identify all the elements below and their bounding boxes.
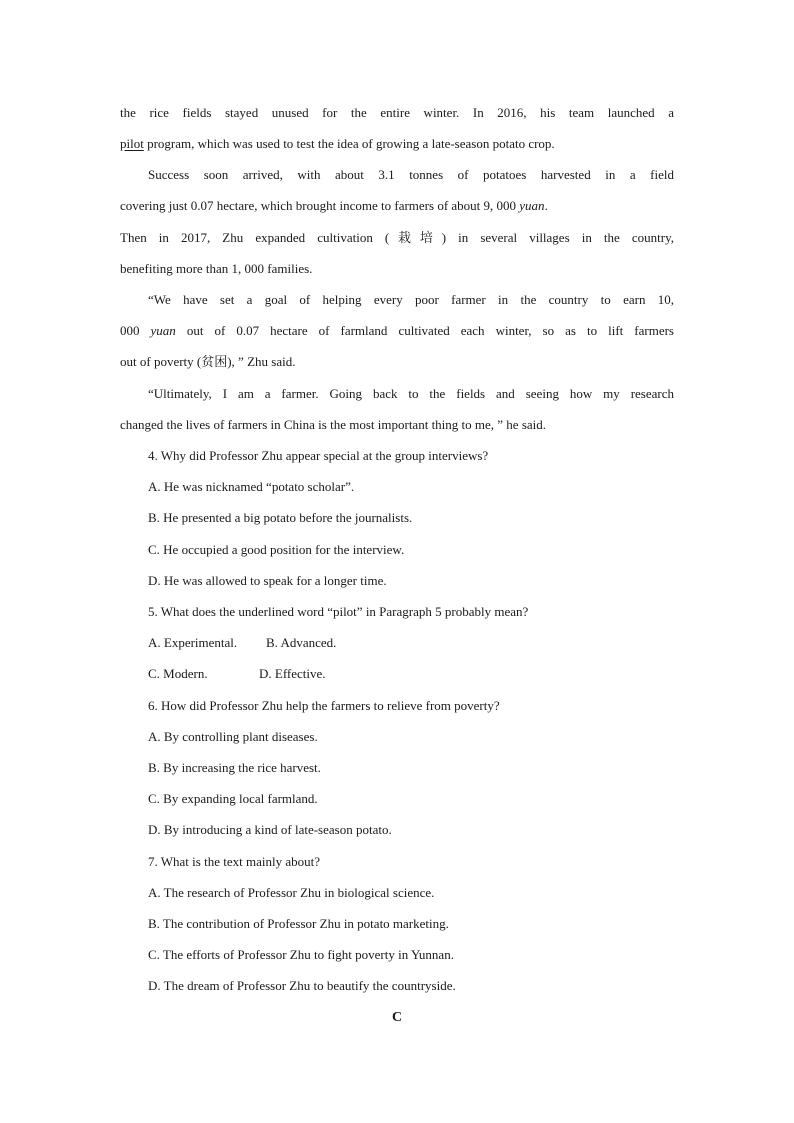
paragraph-text: . (544, 198, 548, 213)
section-heading: C (391, 1010, 403, 1025)
answer-option-row (148, 665, 674, 683)
answer-option: B. Advanced. (266, 635, 337, 650)
answer-option-row (148, 634, 674, 652)
paragraph-line: benefiting more than 1, 000 families. (120, 261, 313, 276)
paragraph-line: out of poverty (贫困), ” Zhu said. (120, 354, 296, 369)
paragraph-text: 000 (120, 323, 151, 338)
answer-option: B. The contribution of Professor Zhu in potato marketing. (148, 916, 449, 931)
italic-word-yuan: yuan (519, 198, 545, 213)
paragraph-line: changed the lives of farmers in China is the most important thing to me, ” he said. (120, 417, 547, 432)
answer-option: D. The dream of Professor Zhu to beautify the countryside. (148, 978, 456, 993)
paragraph-line (120, 135, 674, 153)
paragraph-text: out of 0.07 hectare of farmland cultivated each winter, so as to lift farmers (175, 323, 674, 338)
paragraph-line: Success soon arrived, with about 3.1 tonnes of potatoes harvested in a field (148, 167, 674, 182)
answer-option: A. By controlling plant diseases. (148, 729, 318, 744)
paragraph-line (120, 322, 674, 340)
answer-option: C. Modern. (148, 666, 208, 681)
answer-option: D. By introducing a kind of late-season potato. (148, 822, 392, 837)
answer-option: B. By increasing the rice harvest. (148, 760, 321, 775)
answer-option: A. The research of Professor Zhu in biological science. (148, 885, 435, 900)
paragraph-text: program, which was used to test the idea of growing a late-season potato crop. (143, 136, 555, 151)
paragraph-line: “Ultimately, I am a farmer. Going back to the fields and seeing how my research (148, 386, 674, 401)
question-stem: 4. Why did Professor Zhu appear special at the group interviews? (148, 448, 489, 463)
paragraph-line: “We have set a goal of helping every poor farmer in the country to earn 10, (148, 292, 674, 307)
answer-option: C. By expanding local farmland. (148, 791, 318, 806)
answer-option: D. Effective. (259, 666, 326, 681)
underlined-word-pilot: pilot (120, 136, 144, 151)
answer-option: D. He was allowed to speak for a longer time. (148, 573, 387, 588)
answer-option: B. He presented a big potato before the journalists. (148, 510, 413, 525)
paragraph-line: the rice fields stayed unused for the entire winter. In 2016, his team launched a (120, 105, 674, 120)
question-stem: 7. What is the text mainly about? (148, 854, 320, 869)
paragraph-text: covering just 0.07 hectare, which brought income to farmers of about 9, 000 (120, 198, 520, 213)
answer-option: C. He occupied a good position for the interview. (148, 542, 405, 557)
paragraph-line: Then in 2017, Zhu expanded cultivation (栽培) in several villages in the country, (120, 230, 674, 245)
answer-option: A. Experimental. (148, 635, 238, 650)
paragraph-line (120, 197, 674, 215)
answer-option: C. The efforts of Professor Zhu to fight poverty in Yunnan. (148, 947, 454, 962)
question-stem: 5. What does the underlined word “pilot” in Paragraph 5 probably mean? (148, 604, 529, 619)
italic-word-yuan: yuan (150, 323, 176, 338)
answer-option: A. He was nicknamed “potato scholar”. (148, 479, 355, 494)
question-stem: 6. How did Professor Zhu help the farmers to relieve from poverty? (148, 698, 500, 713)
